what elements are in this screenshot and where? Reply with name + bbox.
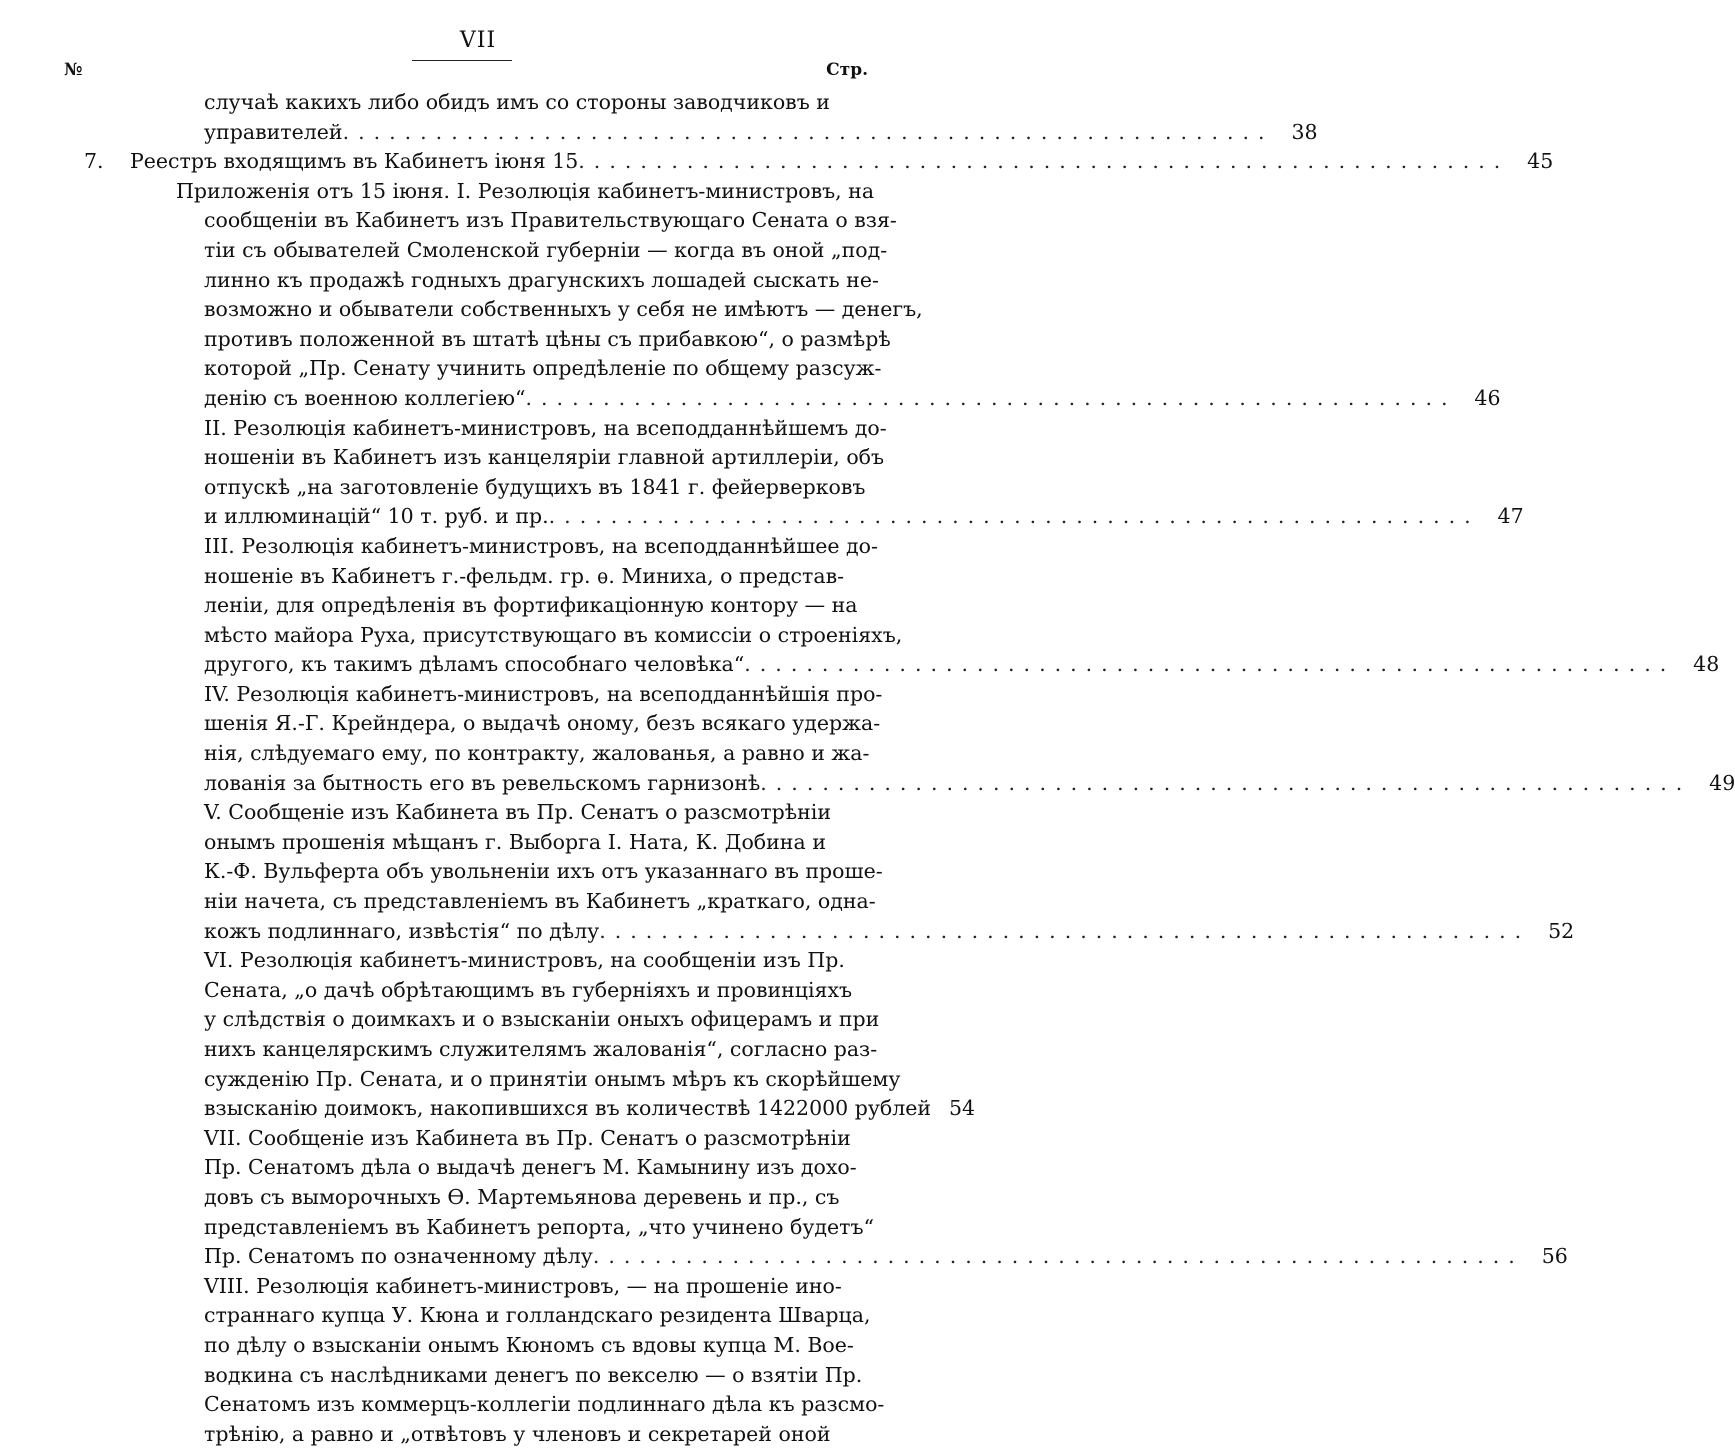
toc-line [84, 384, 1501, 414]
entry-text: противъ положенной въ штатѣ цѣны съ прибавкою“, о размѣрѣ [204, 326, 891, 351]
entry-text: VIII. Резолюція кабинетъ-министровъ, — на прошеніе ино- [204, 1273, 842, 1298]
entry-text: онымъ прошенія мѣщанъ г. Выборга I. Ната, К. Добина и [204, 829, 826, 854]
entry-text: лованія за бытность его въ ревельскомъ гарнизонѣ [204, 770, 761, 795]
toc-line [84, 206, 897, 236]
entry-text: VII. Сообщеніе изъ Кабинета въ Пр. Сенатъ о разсмотрѣніи [204, 1125, 851, 1150]
dot-leader: ............................................................ [525, 385, 1457, 410]
toc-line [84, 946, 870, 976]
dot-leader: ............................................................ [760, 770, 1692, 795]
dot-leader: ............................................................ [342, 119, 1274, 144]
entry-text: Приложенія отъ 15 іюня. I. Резолюція кабинетъ-министровъ, на [176, 178, 875, 203]
entry-text: Сената, „о дачѣ обрѣтающимъ въ губерніяхъ и провинціяхъ [204, 977, 853, 1002]
toc-line [84, 295, 923, 325]
table-of-contents [84, 88, 1735, 1449]
column-number-label: № [64, 60, 83, 80]
entry-text: случаѣ какихъ либо обидъ имъ со стороны заводчиковъ и [204, 90, 830, 114]
entry-text: страннаго купца У. Кюна и голландскаго резидента Шварца, [204, 1303, 871, 1328]
page-reference: 46 [1474, 385, 1501, 410]
toc-line [84, 709, 881, 739]
entry-text: VI. Резолюція кабинетъ-министровъ, на сообщеніи изъ Пр. [204, 948, 845, 973]
entry-text: ношеніе въ Кабинетъ г.-фельдм. гр. ѳ. Миниха, о представ- [204, 563, 845, 588]
toc-line [84, 1272, 870, 1302]
page-reference: 47 [1497, 504, 1524, 529]
entry-text: трѣнію, а равно и „отвѣтовъ у членовъ и секретарей оной [204, 1421, 831, 1446]
toc-line [84, 236, 888, 266]
entry-text: управителей [204, 119, 343, 144]
entry-text: Сенатомъ изъ коммерцъ-коллегіи подлиннаго дѣла къ разсмо- [204, 1392, 885, 1417]
entry-text: по дѣлу о взысканіи онымъ Кюномъ съ вдовы купца М. Вое- [204, 1332, 854, 1357]
toc-line [84, 769, 1735, 799]
toc-line [84, 857, 883, 887]
toc-line [84, 147, 1554, 177]
entry-text: представленіемъ въ Кабинетъ репорта, „что учинено будетъ“ [204, 1214, 874, 1239]
toc-line [84, 266, 879, 296]
entry-text: отпускѣ „на заготовленіе будущихъ въ 1841 г. фейерверковъ [204, 474, 866, 499]
toc-line [84, 739, 870, 769]
toc-line [84, 443, 885, 473]
page-reference: 52 [1548, 918, 1575, 943]
toc-line [84, 354, 882, 384]
dot-leader: ............................................................ [599, 918, 1531, 943]
entry-text: взысканію доимокъ, накопившихся въ количествѣ 1422000 рублей [204, 1096, 932, 1121]
entry-text: линно къ продажѣ годныхъ драгунскихъ лошадей сыскать не- [204, 267, 879, 292]
entry-text: V. Сообщеніе изъ Кабинета въ Пр. Сенатъ о разсмотрѣніи [204, 800, 831, 825]
page-reference: 38 [1291, 119, 1318, 144]
page-reference: 48 [1693, 652, 1720, 677]
entry-text: леніи, для опредѣленія въ фортификаціонную контору — на [204, 593, 858, 618]
page-reference: 49 [1709, 770, 1735, 795]
toc-line [84, 1183, 870, 1213]
toc-line [84, 1420, 870, 1450]
entry-text: Реестръ входящимъ въ Кабинетъ іюня 15 [130, 149, 579, 174]
entry-text: водкина съ наслѣдниками денегъ по векселю — о взятіи Пр. [204, 1362, 863, 1387]
toc-line [84, 177, 875, 207]
toc-line [84, 1331, 870, 1361]
toc-line [84, 1094, 976, 1124]
entry-text: возможно и обыватели собственныхъ у себя не имѣютъ — денегъ, [204, 297, 923, 322]
page-reference: 45 [1527, 149, 1554, 174]
column-page-label: Стр. [826, 60, 868, 80]
entry-text: сужденію Пр. Сената, и о принятіи онымъ мѣръ къ скорѣйшему [204, 1066, 901, 1091]
toc-line [84, 532, 878, 562]
entry-text: ношеніи въ Кабинетъ изъ канцеляріи главной артиллеріи, объ [204, 445, 885, 470]
entry-text: нія, слѣдуемаго ему, по контракту, жалованья, а равно и жа- [204, 741, 870, 766]
entry-text: мѣсто майора Руха, присутствующаго въ комиссіи о строеніяхъ, [204, 622, 903, 647]
toc-line [84, 1301, 870, 1331]
toc-line [84, 1124, 870, 1154]
dot-leader: ............................................................ [744, 652, 1676, 677]
entry-text: довъ съ выморочныхъ Ѳ. Мартемьянова деревень и пр., съ [204, 1184, 840, 1209]
dot-leader: ............................................................ [592, 1244, 1524, 1269]
entry-text: которой „Пр. Сенату учинить опредѣленіе по общему разсуж- [204, 356, 882, 381]
entry-text: тіи съ обывателей Смоленской губерніи — когда въ оной „под- [204, 237, 888, 262]
toc-line [84, 1361, 870, 1391]
toc-line [84, 1153, 870, 1183]
toc-line [84, 828, 870, 858]
entry-text: IV. Резолюція кабинетъ-министровъ, на всеподданнѣйшія про- [204, 681, 883, 706]
toc-line [84, 887, 876, 917]
toc-line [84, 798, 870, 828]
toc-line [84, 1213, 874, 1243]
toc-line [84, 88, 870, 118]
entry-text: другого, къ такимъ дѣламъ способнаго человѣка“ [204, 652, 745, 677]
entry-text: шенія Я.-Г. Крейндера, о выдачѣ оному, безъ всякаго удержа- [204, 711, 881, 736]
toc-line [84, 562, 870, 592]
entry-text: II. Резолюція кабинетъ-министровъ, на всеподданнѣйшемъ до- [204, 415, 887, 440]
toc-line [84, 325, 891, 355]
entry-text: и иллюминацій“ 10 т. руб. и пр. [204, 504, 549, 529]
page-number: VII [459, 28, 497, 53]
toc-line [84, 591, 870, 621]
entry-text: III. Резолюція кабинетъ-министровъ, на всеподданнѣйшее до- [204, 533, 878, 558]
toc-line [84, 1035, 878, 1065]
entry-text: денію съ военною коллегіею“ [204, 385, 526, 410]
toc-line [84, 414, 887, 444]
entry-text: ніи начета, съ представленіемъ въ Кабинетъ „краткаго, одна- [204, 889, 876, 914]
entry-text: кожъ подлиннаго, извѣстія“ по дѣлу [204, 918, 600, 943]
entry-text: К.-Ф. Вульферта объ увольненіи ихъ отъ указаннаго въ проше- [204, 859, 883, 884]
toc-line [84, 621, 903, 651]
toc-line [84, 1242, 1568, 1272]
toc-line [84, 473, 870, 503]
toc-line [84, 1005, 880, 1035]
toc-line [84, 976, 870, 1006]
toc-line [84, 680, 883, 710]
entry-number: 7. [84, 149, 104, 174]
toc-line [84, 1065, 901, 1095]
dot-leader: ............................................................ [548, 504, 1480, 529]
toc-line [84, 118, 1318, 148]
toc-line [84, 650, 1720, 680]
toc-line [84, 502, 1524, 532]
toc-line [84, 1390, 885, 1420]
toc-line [84, 917, 1575, 947]
entry-text: Пр. Сенатомъ дѣла о выдачѣ денегъ М. Камынину изъ дохо- [204, 1155, 857, 1180]
page-reference: 54 [949, 1096, 976, 1121]
entry-text: у слѣдствія о доимкахъ и о взысканіи оныхъ офицерамъ и при [204, 1007, 880, 1032]
dot-leader: ............................................................ [578, 149, 1510, 174]
entry-text: нихъ канцелярскимъ служителямъ жалованія“, согласно раз- [204, 1037, 878, 1061]
entry-text: Пр. Сенатомъ по означенному дѣлу [204, 1244, 593, 1269]
entry-text: сообщеніи въ Кабинетъ изъ Правительствующаго Сената о взя- [204, 208, 897, 233]
page-number-rule [412, 60, 512, 61]
page-reference: 56 [1541, 1244, 1568, 1269]
